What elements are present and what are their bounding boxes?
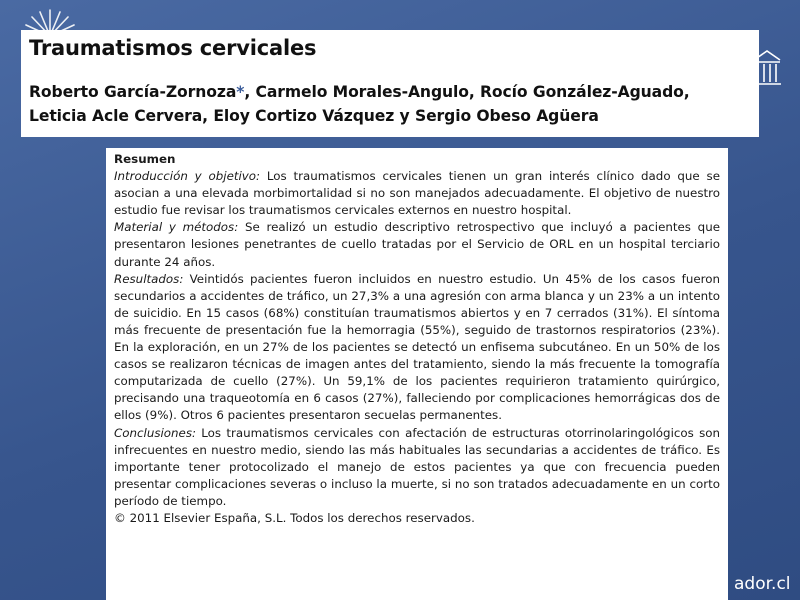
article-title: Traumatismos cervicales <box>29 36 317 60</box>
abstract-section-results <box>114 271 720 425</box>
copyright-notice: © 2011 Elsevier España, S.L. Todos los derechos reservados. <box>114 510 475 525</box>
section-text: Veintidós pacientes fueron incluidos en nuestro estudio. Un 45% de los casos fueron secundarios a accidentes de tráfico, un 27,3% a una agresión con arma blanca y un 23% a un intento de suicidio. En 15 casos (68%) constituían traumatismos abiertos y en 7 cerrados (31%). El síntoma más frecuente de presentación fue la hemorragia (55%), seguido de trastornos respiratorios (23%). En la exploración, en un 27% de los pacientes se detectó un enfisema subcutáneo. En un 50% de los casos se realizaron técnicas de imagen antes del tratamiento, siendo la más frecuente la tomografía computarizada de cuello (27%). Un 59,1% de los pacientes requirieron tratamiento quirúrgico, precisando una traqueotomía en 6 casos (27%), falleciendo por complicaciones hemorrágicas dos de ellos (9%). Otros 6 pacientes presentaron secuelas permanentes. <box>114 271 720 423</box>
author-line-1 <box>29 80 751 104</box>
author-list <box>29 80 751 128</box>
abstract-section-methods <box>114 219 720 270</box>
section-text: Se realizó un estudio descriptivo retrospectivo que incluyó a pacientes que presentaron lesiones penetrantes de cuello tratadas por el Servicio de ORL en un hospital terciario durante 24 años. <box>114 220 720 269</box>
corresponding-author-mark: * <box>236 83 245 101</box>
abstract-section-conclusions <box>114 425 720 510</box>
first-author: Roberto García-Zornoza <box>29 83 237 101</box>
website-url-fragment: ador.cl <box>734 574 791 594</box>
section-label: Resultados: <box>114 271 184 286</box>
section-label: Conclusiones: <box>114 425 196 440</box>
section-text: Los traumatismos cervicales tienen un gran interés clínico dado que se asocian a una elevada morbimortalidad si no son manejados adecuadamente. El objetivo de nuestro estudio fue revisar los traumatismos cervicales externos en nuestro hospital. <box>114 169 720 218</box>
coauthors-line-1: , Carmelo Morales-Angulo, Rocío González-Aguado, <box>244 83 690 101</box>
section-text: Los traumatismos cervicales con afectación de estructuras otorrinolaringológicos son infrecuentes en nuestro medio, siendo las más habituales las secundarias a accidentes de tráfico. Es importante tener protocolizado el manejo de estos pacientes ya que con frecuencia pueden presentar complicaciones severas o incluso la muerte, si no son tratados adecuadamente en un corto período de tiempo. <box>114 425 720 508</box>
section-label: Material y métodos: <box>114 220 239 235</box>
author-line-2: Leticia Acle Cervera, Eloy Cortizo Vázquez y Sergio Obeso Agüera <box>29 107 599 125</box>
abstract-panel <box>106 148 728 600</box>
section-label: Introducción y objetivo: <box>114 169 261 184</box>
abstract-section-introduction <box>114 168 720 219</box>
article-header <box>21 30 759 137</box>
abstract-heading: Resumen <box>114 152 176 166</box>
